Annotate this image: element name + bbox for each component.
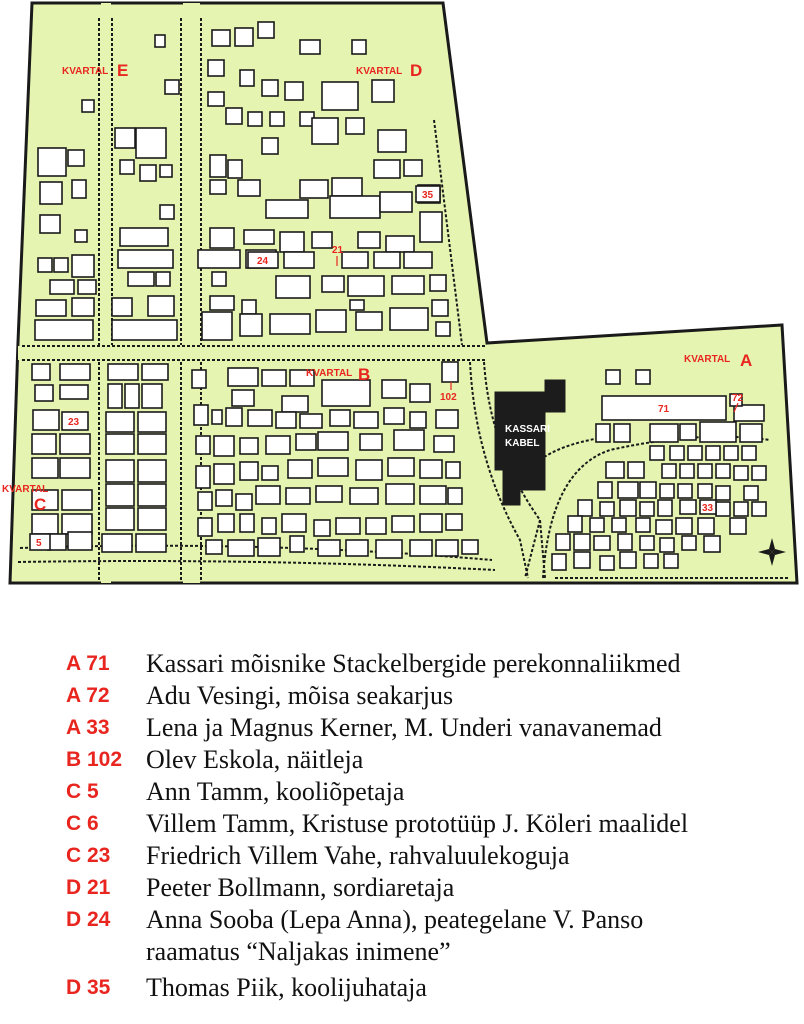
- legend-text: Friedrich Villem Vahe, rahvaluulekoguja: [146, 841, 570, 870]
- plot-33-label: 33: [702, 503, 714, 514]
- legend-text: Adu Vesingi, mõisa seakarjus: [146, 681, 454, 710]
- legend: [0, 640, 804, 1024]
- plot-35-label: 35: [422, 190, 434, 201]
- plot-72-label: 72: [732, 393, 744, 404]
- legend-row: [0, 872, 804, 904]
- legend-code: A 72: [66, 684, 110, 707]
- plot-23-label: 23: [68, 417, 80, 428]
- legend-row: [0, 904, 804, 936]
- plot-71-label: 71: [658, 404, 670, 415]
- legend-row: [0, 648, 804, 680]
- legend-code: A 33: [66, 716, 110, 739]
- legend-row: [0, 972, 804, 1004]
- legend-text: raamatus “Naljakas inimene”: [146, 937, 451, 966]
- chapel-label-line1: KASSARI: [505, 424, 551, 435]
- plot-21-label: 21: [332, 245, 344, 256]
- legend-text: Anna Sooba (Lepa Anna), peategelane V. Panso: [146, 905, 644, 934]
- quarter-d-letter: D: [410, 61, 423, 80]
- legend-row: [0, 840, 804, 872]
- legend-row-continuation: [0, 936, 804, 968]
- legend-code: C 5: [66, 780, 99, 803]
- legend-code: B 102: [66, 748, 123, 771]
- legend-text: Villem Tamm, Kristuse prototüüp J. Köleri maalidel: [146, 809, 689, 838]
- legend-text: Kassari mõisnike Stackelbergide perekonnaliikmed: [146, 649, 681, 678]
- plot-5-label: 5: [36, 538, 42, 549]
- legend-row: [0, 776, 804, 808]
- legend-row: [0, 744, 804, 776]
- quarter-b-word: KVARTAL: [306, 368, 353, 379]
- legend-text: Thomas Piik, koolijuhataja: [146, 973, 427, 1002]
- legend-text: Olev Eskola, näitleja: [146, 745, 364, 774]
- legend-row: [0, 712, 804, 744]
- quarter-a-letter: A: [740, 351, 753, 370]
- legend-code: D 21: [66, 876, 111, 899]
- quarter-c-word: KVARTAL: [2, 484, 49, 495]
- quarter-c-letter: C: [34, 495, 47, 514]
- plot-24-label: 24: [257, 256, 269, 267]
- chapel-label-line2: KABEL: [505, 438, 540, 449]
- quarter-d-word: KVARTAL: [356, 66, 403, 77]
- plot-102-label: 102: [440, 392, 457, 403]
- legend-text: Ann Tamm, kooliõpetaja: [146, 777, 405, 806]
- legend-text: Lena ja Magnus Kerner, M. Underi vanavanemad: [146, 713, 662, 742]
- legend-code: A 71: [66, 652, 110, 675]
- legend-row: [0, 680, 804, 712]
- quarter-e-letter: E: [117, 61, 129, 80]
- legend-code: C 6: [66, 812, 99, 835]
- legend-code: D 24: [66, 908, 111, 931]
- quarter-b-letter: B: [358, 365, 371, 384]
- quarter-e-word: KVARTAL: [62, 66, 109, 77]
- legend-code: C 23: [66, 844, 111, 867]
- legend-row: [0, 808, 804, 840]
- quarter-a-word: KVARTAL: [684, 354, 731, 365]
- legend-text: Peeter Bollmann, sordiaretaja: [146, 873, 455, 902]
- legend-code: D 35: [66, 976, 111, 999]
